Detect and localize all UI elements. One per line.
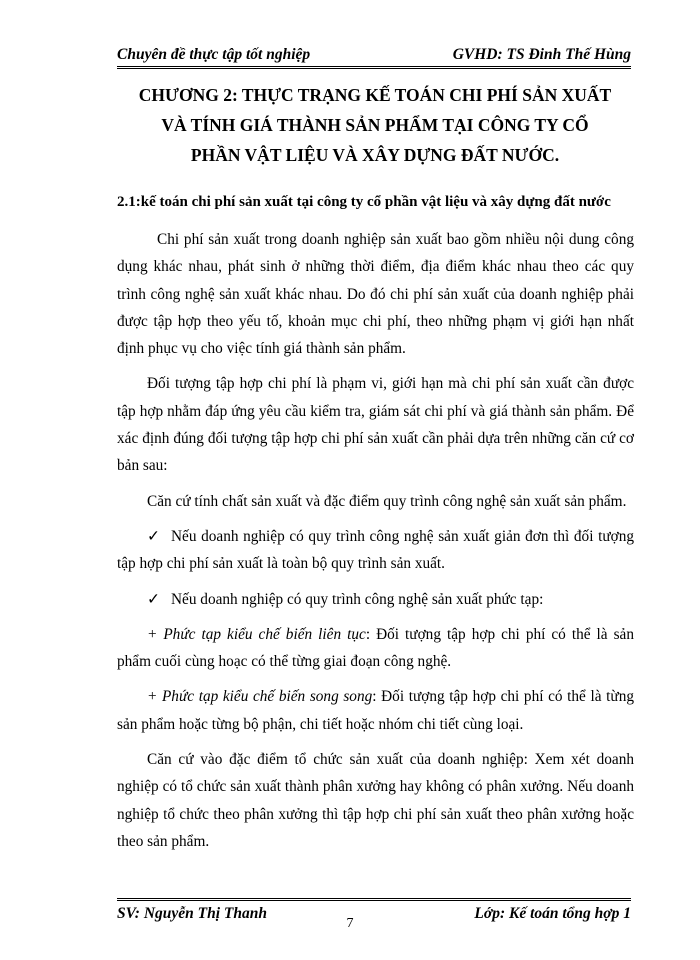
sub-item-2 <box>117 683 634 738</box>
sub-item-1-label: + Phức tạp kiểu chế biến liên tục <box>147 625 366 643</box>
paragraph-2: Đối tượng tập hợp chi phí là phạm vi, giới hạn mà chi phí sản xuất cần được tập hợp nhằm đáp ứng yêu cầu kiểm tra, giám sát chi phí và giá thành sản phẩm. Để xác định đúng đối tượng tập hợp chi phí sản xuất cần phải dựa trên những căn cứ cơ bản sau: <box>117 375 634 475</box>
footer-student: SV: Nguyễn Thị Thanh <box>117 905 268 922</box>
chapter-title-line-2: VÀ TÍNH GIÁ THÀNH SẢN PHẨM TẠI CÔNG TY CỔ <box>161 115 589 135</box>
page-number: 7 <box>346 916 354 931</box>
check-item-2-text: Nếu doanh nghiệp có quy trình công nghệ sản xuất phức tạp: <box>171 590 544 608</box>
sub-item-1-text: : Đối tượng tập hợp chi phí có thể là sản phẩm cuối cùng hoạc có thể từng giai đoạn công nghệ. <box>117 625 634 671</box>
paragraph-4: Căn cứ vào đặc điểm tổ chức sản xuất của doanh nghiệp: Xem xét doanh nghiệp có tổ chức sản xuất thành phân xưởng hay không có phân xưởng. Nếu doanh nghiệp tổ chức theo phân xưởng thì tập hợp chi phí sản xuất theo phân xưởng hoặc theo sản phẩm. <box>117 751 634 850</box>
page-header <box>117 42 631 69</box>
section-heading: 2.1:kế toán chi phí sản xuất tại công ty cổ phần vật liệu và xây dựng đất nước <box>117 194 611 210</box>
paragraph-3: Căn cứ tính chất sản xuất và đặc điểm quy trình công nghệ sản xuất sản phẩm. <box>147 492 627 510</box>
sub-item-2-text: : Đối tượng tập hợp chi phí có thể là từng sản phẩm hoặc từng bộ phận, chi tiết hoặc nhóm chi tiết cùng loại. <box>117 688 634 733</box>
sub-item-1 <box>117 621 634 676</box>
check-mark-icon: ✓ <box>147 527 160 545</box>
chapter-title-line-3: PHẦN VẬT LIỆU VÀ XÂY DỰNG ĐẤT NƯỚC. <box>190 145 560 165</box>
footer-class: Lớp: Kế toán tổng hợp 1 <box>474 905 631 922</box>
check-mark-icon: ✓ <box>147 590 160 608</box>
header-supervisor: GVHD: TS Đinh Thế Hùng <box>452 46 631 63</box>
paragraph-1: Chi phí sản xuất trong doanh nghiệp sản xuất bao gồm nhiều nội dung công dụng khác nhau, phát sinh ở những thời điểm, địa điểm khác nhau theo các quy trình công nghệ sản xuất khác nhau. Do đó chi phí sản xuất của doanh nghiệp phải được tập hợp theo yếu tố, khoản mục chi phí, theo những phạm vị giới hạn nhất định phục vụ cho việc tính giá thành sản phẩm. <box>117 231 634 358</box>
header-topic: Chuyên đề thực tập tốt nghiệp <box>117 46 311 63</box>
check-item-1-text: Nếu doanh nghiệp có quy trình công nghệ sản xuất giản đơn thì đối tượng tập hợp chi phí sản xuất là toàn bộ quy trình sản xuất. <box>117 527 634 573</box>
chapter-title-line-1: CHƯƠNG 2: THỰC TRẠNG KẾ TOÁN CHI PHÍ SẢN XUẤT <box>138 85 612 105</box>
check-item-1 <box>117 523 634 578</box>
body-text <box>117 226 634 855</box>
check-item-2 <box>117 586 634 613</box>
chapter-title <box>110 80 640 170</box>
sub-item-2-label: + Phức tạp kiểu chế biến song song <box>147 688 373 706</box>
